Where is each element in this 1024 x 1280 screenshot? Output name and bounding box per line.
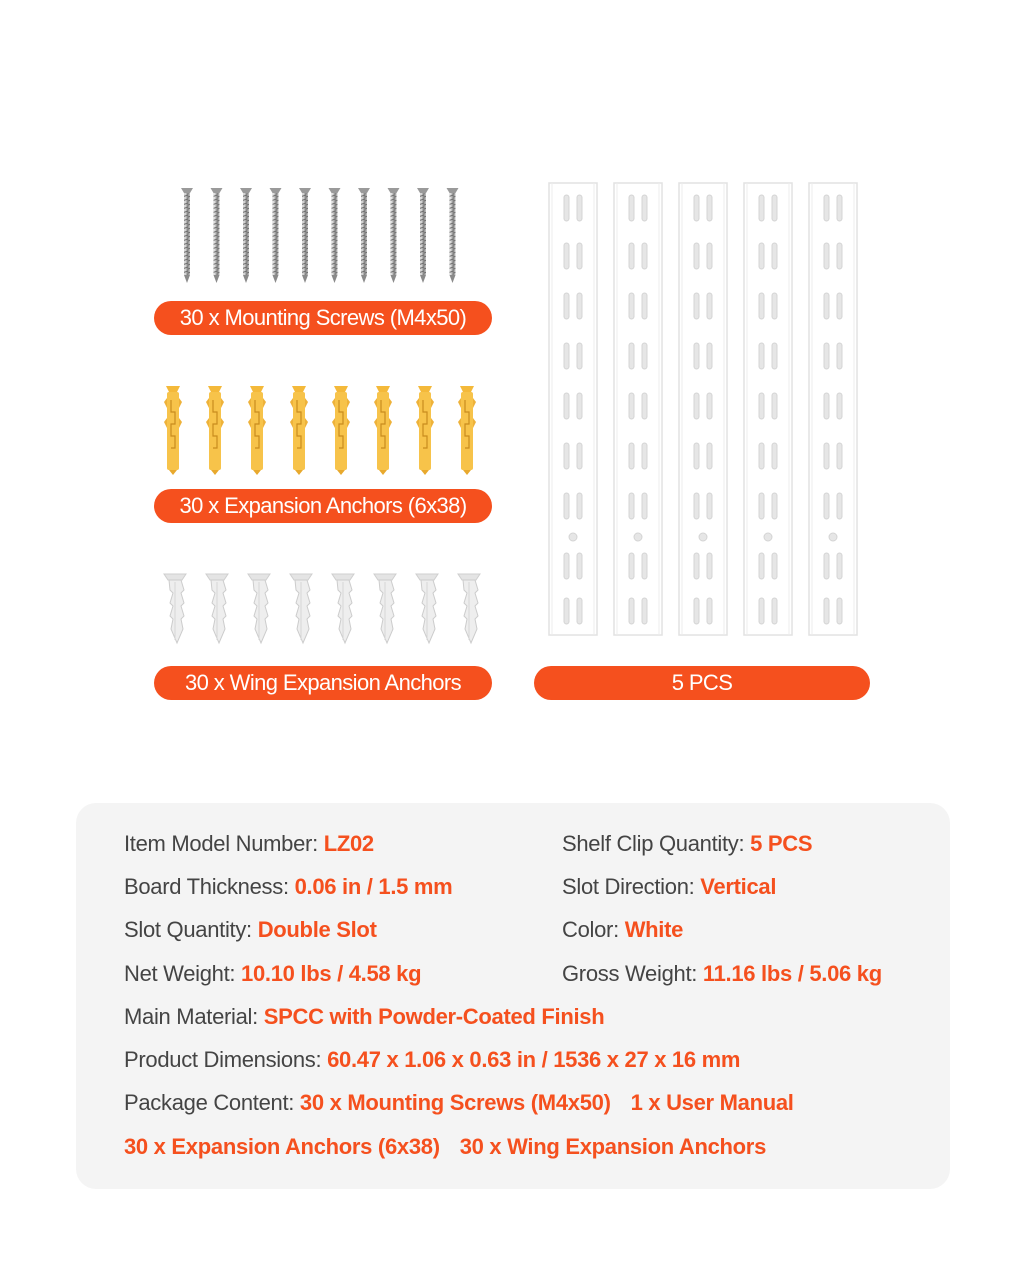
wing-anchors-label: 30 x Wing Expansion Anchors bbox=[154, 666, 492, 700]
spec-model-number: Item Model Number: LZ02 bbox=[124, 831, 374, 856]
shelf-rails-illustration bbox=[548, 182, 860, 637]
spec-product-dimensions: Product Dimensions: 60.47 x 1.06 x 0.63 in / 1536 x 27 x 16 mm bbox=[124, 1047, 741, 1072]
spec-board-thickness: Board Thickness: 0.06 in / 1.5 mm bbox=[124, 874, 453, 899]
specifications-panel bbox=[76, 803, 950, 1189]
rails-quantity-label: 5 PCS bbox=[534, 666, 870, 700]
spec-color: Color: White bbox=[562, 917, 684, 942]
spec-gross-weight: Gross Weight: 11.16 lbs / 5.06 kg bbox=[562, 961, 882, 986]
spec-slot-quantity: Slot Quantity: Double Slot bbox=[124, 917, 377, 942]
wing-anchors-illustration bbox=[160, 570, 490, 652]
spec-slot-direction: Slot Direction: Vertical bbox=[562, 874, 777, 899]
spec-main-material: Main Material: SPCC with Powder-Coated Finish bbox=[124, 1004, 605, 1029]
spec-net-weight: Net Weight: 10.10 lbs / 4.58 kg bbox=[124, 961, 422, 986]
spec-package-content-continued: 30 x Expansion Anchors (6x38) 30 x Wing Expansion Anchors bbox=[124, 1134, 766, 1159]
expansion-anchors-illustration bbox=[160, 382, 490, 477]
expansion-anchors-label: 30 x Expansion Anchors (6x38) bbox=[154, 489, 492, 523]
screws-label: 30 x Mounting Screws (M4x50) bbox=[154, 301, 492, 335]
spec-package-content: Package Content: 30 x Mounting Screws (M4x50) 1 x User Manual bbox=[124, 1090, 794, 1115]
mounting-screws-illustration bbox=[176, 186, 476, 286]
spec-clip-quantity: Shelf Clip Quantity: 5 PCS bbox=[562, 831, 813, 856]
